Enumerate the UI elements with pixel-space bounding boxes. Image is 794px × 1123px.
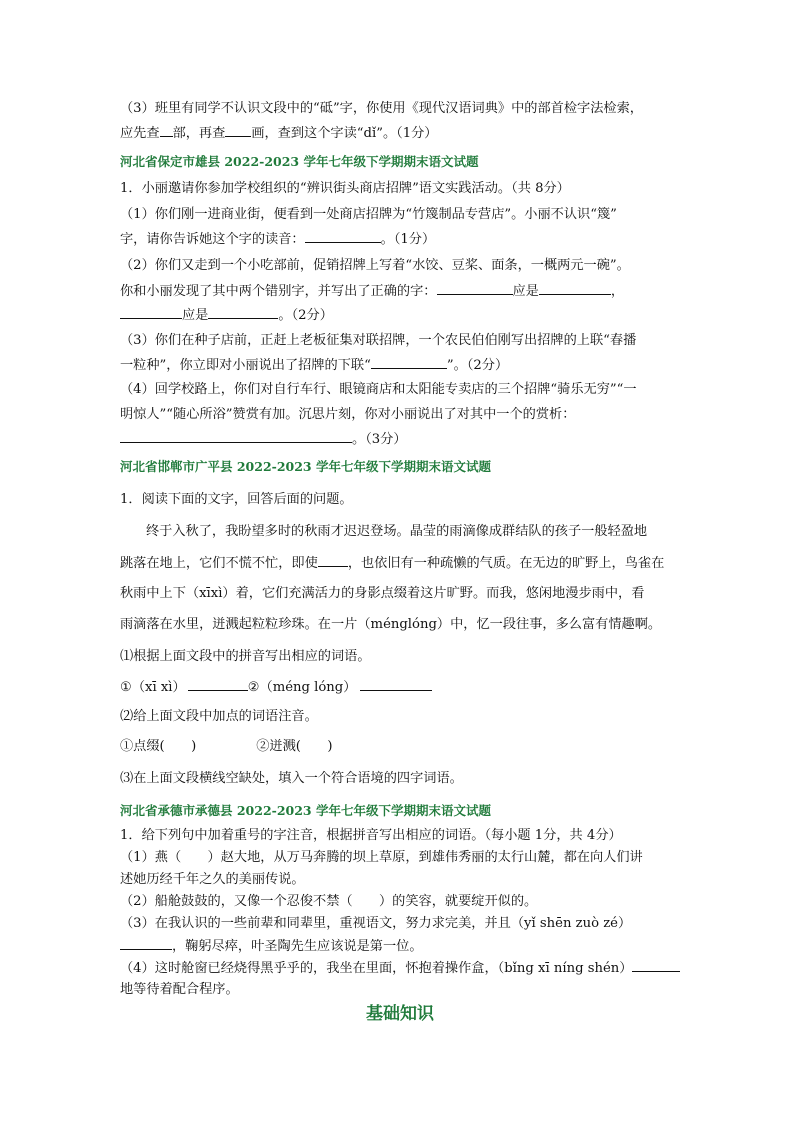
sec3-q3-line2: [120, 937, 423, 956]
sec2-intro: 1．阅读下面的文字，回答后面的问题。: [120, 492, 353, 507]
answer-blank[interactable]: [208, 306, 278, 319]
sec3-q4-line2: 地等待着配合程序。: [120, 982, 239, 997]
text: ②迸溅( ): [256, 739, 333, 754]
answer-blank[interactable]: [318, 554, 348, 567]
passage-line-2: [120, 554, 664, 573]
answer-blank[interactable]: [160, 124, 173, 137]
text: 跳落在地上，它们不慌不忙，即使: [120, 556, 318, 571]
sec3-q4-line1: [120, 959, 680, 978]
answer-blank[interactable]: [120, 430, 352, 443]
sec1-q3-line1: （3）你们在种子店前，正赶上老板征集对联招牌，一个农民伯伯刚写出招牌的上联“春播: [120, 333, 637, 348]
answer-blank[interactable]: [225, 124, 251, 137]
sec2-q2: ⑵给上面文段中加点的词语注音。: [120, 709, 318, 724]
sec1-q2-line3: [120, 306, 333, 325]
text: ①点缀( ): [120, 739, 197, 754]
answer-blank[interactable]: [305, 230, 381, 243]
sec1-q4-line3: [120, 430, 407, 449]
sec3-q1-line1: （1）燕（ ）赵大地，从万马奔腾的坝上草原，到雄伟秀丽的太行山麓，都在向人们讲: [120, 850, 643, 865]
text: 应是: [182, 308, 209, 323]
text: 一粒种”，你立即对小丽说出了招牌的下联“: [120, 358, 371, 373]
passage-line-3: 秋雨中上下（xīxì）着，它们充满活力的身影点缀着这片旷野。而我，悠闲地漫步雨中，看: [120, 586, 645, 601]
text: 部，再查: [172, 126, 226, 141]
answer-blank[interactable]: [120, 306, 182, 319]
text: 应先查: [120, 126, 160, 141]
sec3-q3-line1: （3）在我认识的一些前辈和同辈里，重视语文，努力求完美，并且（yǐ shēn zuò zé）: [120, 916, 632, 931]
text: 。（1分）: [380, 232, 436, 247]
text: （4）这时舱窗已经烧得黑乎乎的，我坐在里面，怀抱着操作盒，（bǐng xī níng shén）: [120, 961, 633, 976]
section-heading-xiongxian: 河北省保定市雄县 2022-2023 学年七年级下学期期末语文试题: [120, 154, 479, 169]
passage-line-4: 雨滴落在水里，迸溅起粒粒珍珠。在一片（ménglóng）中，忆一段往事，多么富有情趣啊。: [120, 617, 662, 632]
text: ，: [610, 284, 625, 299]
text: 字，请你告诉她这个字的读音：: [120, 232, 305, 247]
section-title-basic-knowledge: 基础知识: [366, 1004, 434, 1024]
sec1-intro: 1．小丽邀请你参加学校组织的“辨识街头商店招牌”语文实践活动。（共 8分）: [120, 181, 570, 196]
answer-blank[interactable]: [632, 959, 680, 972]
sec0-q3-line2: [120, 124, 438, 143]
text: ，鞠躬尽瘁，叶圣陶先生应该说是第一位。: [172, 939, 423, 954]
sec1-q1-line1: （1）你们刚一进商业街，便看到一处商店招牌为“竹篾制品专营店”。小丽不认识“篾”: [120, 207, 617, 222]
answer-blank[interactable]: [371, 356, 447, 369]
text: 画，查到这个字读“dǐ”。（1分）: [251, 126, 438, 141]
text: 你和小丽发现了其中两个错别字，并写出了正确的字：: [120, 284, 437, 299]
sec2-q1-answers: [120, 678, 432, 697]
text: 应是: [512, 284, 539, 299]
text: 。（2分）: [278, 308, 333, 323]
text: ，也依旧有一种疏懒的气质。在无边的旷野上，鸟雀在: [347, 556, 665, 571]
sec1-q4-line2: 明惊人”“随心所浴”赞赏有加。沉思片刻，你对小丽说出了对其中一个的赏析：: [120, 407, 576, 422]
text: ”。（2分）: [446, 358, 509, 373]
sec1-q1-line2: [120, 230, 435, 249]
sec2-q1: ⑴根据上面文段中的拼音写出相应的词语。: [120, 649, 371, 664]
sec1-q3-line2: [120, 356, 508, 375]
answer-blank[interactable]: [539, 282, 611, 295]
sec2-q2-answers: [120, 738, 332, 756]
sec1-q2-line1: （2）你们又走到一个小吃部前，促销招牌上写着“水饺、豆桨、面条，一概两元一碗”。: [120, 258, 630, 273]
sec3-intro: 1．给下列句中加着重号的字注音，根据拼音写出相应的词语。（每小题 1分，共 4分）: [120, 828, 622, 843]
sec0-q3-line1: （3）班里有同学不认识文段中的“砥”字，你使用《现代汉语词典》中的部首检字法检索，: [120, 101, 643, 116]
section-heading-chengde: 河北省承德市承德县 2022-2023 学年七年级下学期期末语文试题: [120, 803, 491, 818]
text: ②（méng lóng）: [247, 680, 357, 695]
sec1-q2-line2: [120, 282, 624, 301]
sec1-q4-line1: （4）回学校路上，你们对自行车行、眼镜商店和太阳能专卖店的三个招牌“骑乐无穷”“一: [120, 382, 637, 397]
passage-line-1: 终于入秋了，我盼望多时的秋雨才迟迟登场。晶莹的雨滴像成群结队的孩子一般轻盈地: [146, 524, 648, 539]
answer-blank[interactable]: [437, 282, 513, 295]
section-heading-guangping: 河北省邯郸市广平县 2022-2023 学年七年级下学期期末语文试题: [120, 459, 491, 474]
text: 。（3分）: [352, 432, 407, 447]
sec3-q2: （2）船舱鼓鼓的，又像一个忍俊不禁（ ）的笑容，就要绽开似的。: [120, 894, 538, 909]
text: ①（xī xì）: [120, 680, 186, 695]
answer-blank[interactable]: [120, 937, 172, 950]
sec2-q3: ⑶在上面文段横线空缺处，填入一个符合语境的四字词语。: [120, 771, 463, 786]
sec3-q1-line2: 述她历经千年之久的美丽传说。: [120, 872, 305, 887]
answer-blank[interactable]: [360, 678, 432, 691]
answer-blank[interactable]: [188, 678, 248, 691]
